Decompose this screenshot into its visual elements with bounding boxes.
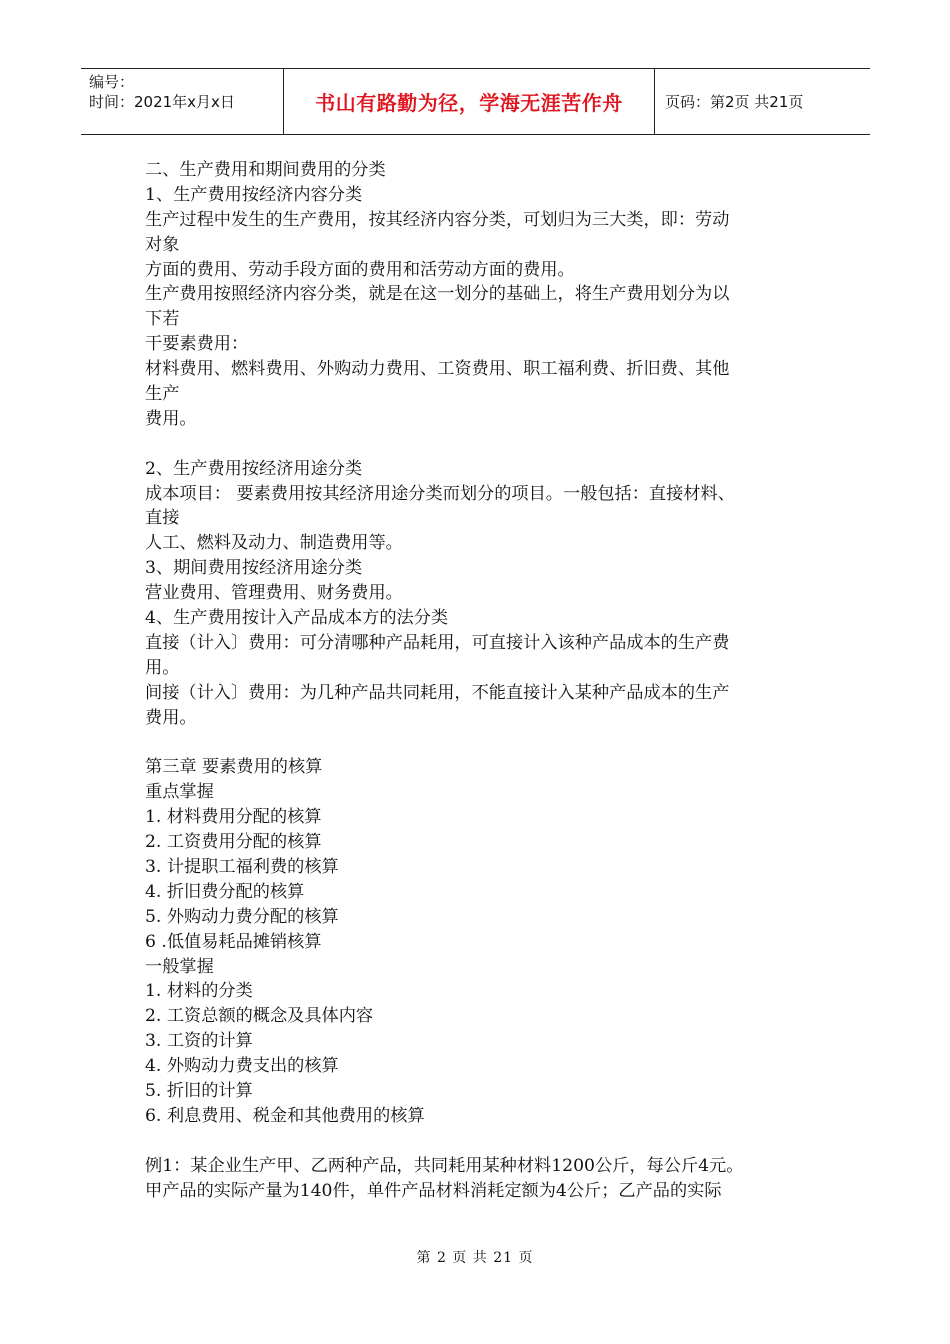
body-line: 干要素费用：: [145, 334, 249, 355]
header-motto: 书山有路勤为径，学海无涯苦作舟: [283, 69, 655, 134]
body-line: 第三章 要素费用的核算: [145, 757, 323, 778]
body-line: 费用。: [145, 707, 197, 728]
body-line: 1、生产费用按经济内容分类: [145, 184, 363, 205]
body-line: 直接: [145, 508, 180, 529]
body-line: 材料费用、燃料费用、外购动力费用、工资费用、职工福利费、折旧费、其他: [145, 359, 730, 380]
body-line: 方面的费用、劳动手段方面的费用和活劳动方面的费用。: [145, 259, 575, 280]
body-line: 5. 折旧的计算: [145, 1080, 253, 1101]
body-line: 1. 材料费用分配的核算: [145, 807, 322, 828]
body-line: 生产: [145, 384, 180, 405]
header-time-label: 时间：2021年x月x日: [89, 93, 235, 111]
body-line: 4. 外购动力费支出的核算: [145, 1056, 339, 1077]
blank-line: [145, 730, 805, 755]
body-line: 间接（计入〕费用：为几种产品共同耗用，不能直接计入某种产品成本的生产: [145, 682, 730, 703]
document-body: [145, 158, 805, 1203]
blank-line: [145, 432, 805, 457]
body-line: 4. 折旧费分配的核算: [145, 881, 305, 902]
body-line: 2. 工资费用分配的核算: [145, 832, 322, 853]
body-line: 甲产品的实际产量为140件，单件产品材料消耗定额为4公斤；乙产品的实际: [145, 1180, 722, 1201]
body-line: 用。: [145, 657, 180, 678]
body-line: 6. 利息费用、税金和其他费用的核算: [145, 1105, 425, 1126]
body-line: 例1：某企业生产甲、乙两种产品，共同耗用某种材料1200公斤，每公斤4元。: [145, 1155, 744, 1176]
header-meta: [81, 69, 283, 134]
body-line: 3、期间费用按经济用途分类: [145, 558, 363, 579]
body-line: 6 .低值易耗品摊销核算: [145, 931, 322, 952]
body-line: 费用。: [145, 408, 197, 429]
body-line: 2、生产费用按经济用途分类: [145, 458, 363, 479]
body-line: 5. 外购动力费分配的核算: [145, 906, 339, 927]
body-line: 生产过程中发生的生产费用，按其经济内容分类，可划归为三大类，即：劳动: [145, 209, 730, 230]
body-line: 3. 计提职工福利费的核算: [145, 856, 339, 877]
body-line: 营业费用、管理费用、财务费用。: [145, 583, 403, 604]
blank-line: [145, 1129, 805, 1154]
body-line: 对象: [145, 234, 180, 255]
body-line: 人工、燃料及动力、制造费用等。: [145, 533, 403, 554]
body-line: 2. 工资总额的概念及具体内容: [145, 1006, 374, 1027]
body-line: 4、生产费用按计入产品成本方的法分类: [145, 608, 449, 629]
page-footer: 第 2 页 共 21 页: [416, 1250, 534, 1266]
body-line: 直接（计入〕费用：可分清哪种产品耗用，可直接计入该种产品成本的生产费: [145, 632, 730, 653]
header-page-info: 页码：第2页 共21页: [665, 93, 804, 111]
body-line: 一般掌握: [145, 956, 214, 977]
header-id-label: 编号：: [89, 73, 135, 91]
body-line: 下若: [145, 309, 180, 330]
body-line: 重点掌握: [145, 782, 214, 803]
body-line: 二、生产费用和期间费用的分类: [145, 160, 386, 180]
page-header: [81, 68, 870, 135]
body-line: 1. 材料的分类: [145, 981, 253, 1002]
body-line: 成本项目： 要素费用按其经济用途分类而划分的项目。一般包括：直接材料、: [145, 483, 735, 504]
body-line: 生产费用按照经济内容分类，就是在这一划分的基础上，将生产费用划分为以: [145, 284, 730, 305]
body-line: 3. 工资的计算: [145, 1031, 253, 1052]
